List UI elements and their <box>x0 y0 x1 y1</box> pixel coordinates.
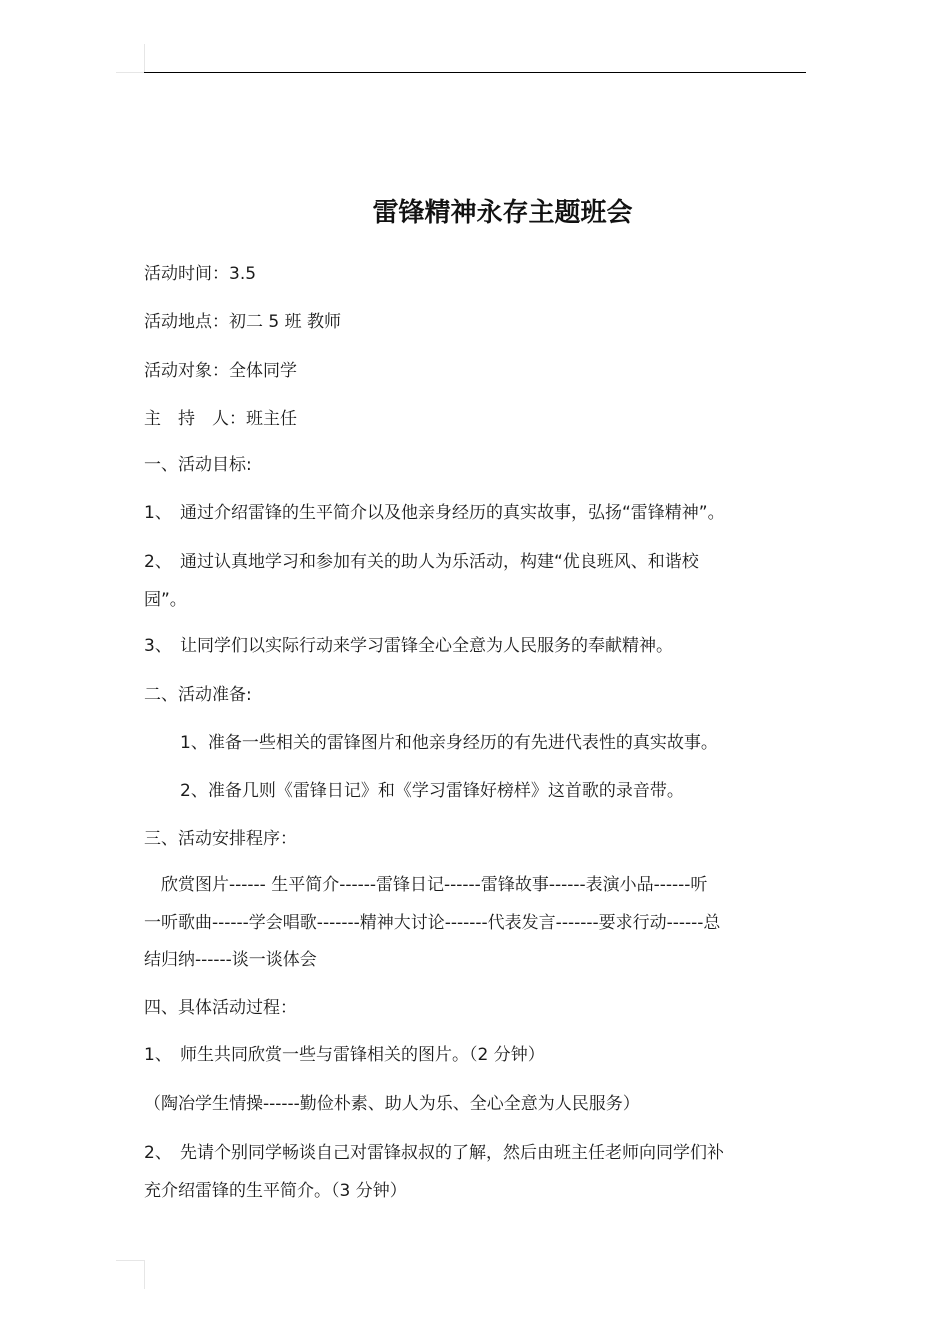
program-line: 一听歌曲------学会唱歌-------精神大讨论-------代表发言-------要求行动------总 <box>144 913 721 933</box>
activity-place: 活动地点：初二 5 班 教师 <box>144 312 342 332</box>
process-note: （陶冶学生情操------勤俭朴素、助人为乐、全心全意为人民服务） <box>144 1094 640 1114</box>
goal-item <box>144 543 699 581</box>
prep-item: 2、准备几则《雷锋日记》和《学习雷锋好榜样》这首歌的录音带。 <box>180 781 684 801</box>
goal-item <box>144 494 725 532</box>
program-line: 结归纳------谈一谈体会 <box>144 950 317 970</box>
activity-time: 活动时间：3.5 <box>144 264 257 284</box>
program-line: 欣赏图片------ 生平简介------雷锋日记------雷锋故事------表演小品------听 <box>144 875 708 895</box>
section-heading-prep: 二、活动准备: <box>144 685 252 705</box>
page-corner-mark <box>116 1260 145 1289</box>
process-step <box>144 1134 724 1172</box>
goal-number: 1、 <box>144 503 172 523</box>
activity-target: 活动对象：全体同学 <box>144 361 297 381</box>
step-text: 先请个别同学畅谈自己对雷锋叔叔的了解，然后由班主任老师向同学们补 <box>180 1143 724 1163</box>
goal-text: 园”。 <box>144 590 187 610</box>
prep-item: 1、准备一些相关的雷锋图片和他亲身经历的有先进代表性的真实故事。 <box>180 733 718 753</box>
goal-text: 让同学们以实际行动来学习雷锋全心全意为人民服务的奉献精神。 <box>180 636 673 656</box>
goal-number: 2、 <box>144 552 172 572</box>
step-number: 2、 <box>144 1143 172 1163</box>
header-rule <box>144 72 806 73</box>
page-corner-mark <box>116 44 145 73</box>
section-heading-program: 三、活动安排程序： <box>144 829 297 849</box>
process-step <box>144 1036 545 1074</box>
section-heading-process: 四、具体活动过程： <box>144 998 297 1018</box>
goal-text: 通过介绍雷锋的生平简介以及他亲身经历的真实故事，弘扬“雷锋精神”。 <box>180 503 725 523</box>
goal-item <box>144 627 673 665</box>
goal-text: 通过认真地学习和参加有关的助人为乐活动，构建“优良班风、和谐校 <box>180 552 699 572</box>
activity-host: 主 持 人：班主任 <box>144 409 297 429</box>
goal-item-continuation <box>144 581 187 619</box>
goal-number: 3、 <box>144 636 172 656</box>
step-text: 师生共同欣赏一些与雷锋相关的图片。（2 分钟） <box>180 1045 545 1065</box>
section-heading-goals: 一、活动目标: <box>144 455 252 475</box>
step-number: 1、 <box>144 1045 172 1065</box>
process-step-continuation: 充介绍雷锋的生平简介。（3 分钟） <box>144 1181 407 1201</box>
document-title: 雷锋精神永存主题班会 <box>372 198 633 228</box>
